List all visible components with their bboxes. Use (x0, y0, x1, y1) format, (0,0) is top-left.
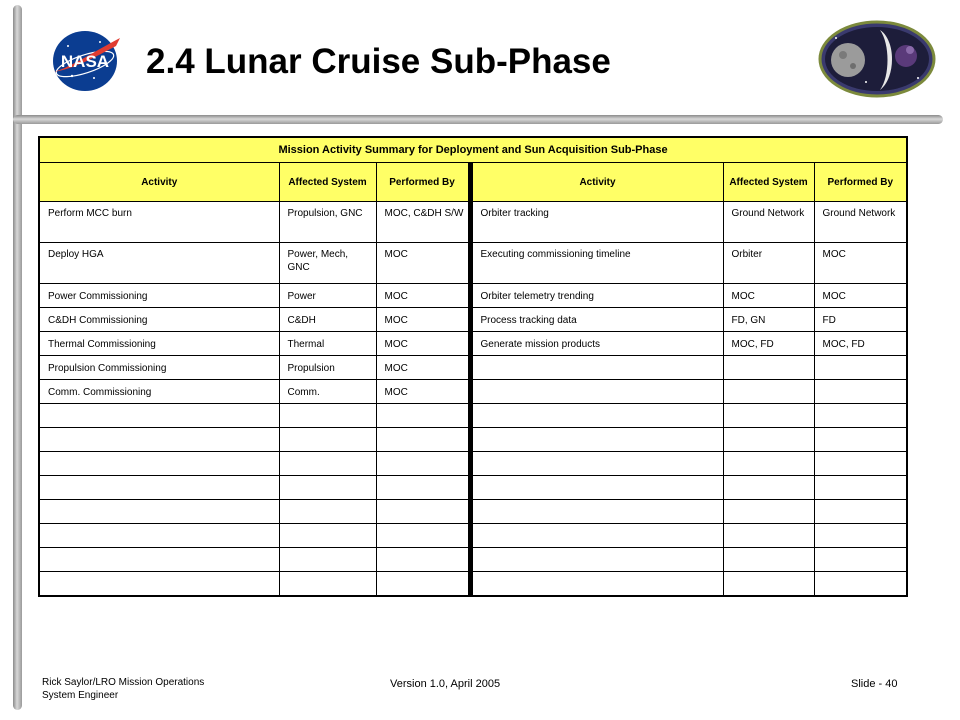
table-cell (814, 572, 907, 597)
table-cell-text (280, 548, 376, 558)
table-cell (279, 356, 376, 380)
table-row (39, 380, 907, 404)
table-cell-text (815, 500, 907, 510)
table-cell (470, 476, 723, 500)
table-cell (470, 308, 723, 332)
table-cell-text: Orbiter (731, 249, 763, 260)
table-cell-text: Ground Network (731, 208, 805, 219)
table-cell-text: Power (287, 291, 316, 302)
table-cell-text: MOC (822, 291, 846, 302)
table-cell (470, 500, 723, 524)
table-cell (470, 380, 723, 404)
table-cell-text (280, 476, 376, 486)
table-cell-text: Thermal (287, 339, 325, 350)
table-cell (814, 380, 907, 404)
table-cell (723, 500, 814, 524)
table-cell-text (473, 524, 723, 534)
table-cell (376, 202, 470, 243)
table-cell-text (40, 476, 279, 486)
slide-frame-top-bar (13, 115, 943, 124)
table-cell-text (377, 548, 468, 558)
table-cell-text (724, 572, 814, 582)
table-cell (376, 308, 470, 332)
table-cell (723, 524, 814, 548)
table-cell (376, 524, 470, 548)
table-cell-text: MOC (384, 249, 408, 260)
table-row (39, 243, 907, 284)
table-cell-text (724, 428, 814, 438)
table-row (39, 284, 907, 308)
table-cell-text (815, 548, 907, 558)
table-cell (376, 500, 470, 524)
table-cell (39, 500, 279, 524)
table-cell-text (377, 500, 468, 510)
table-cell-text (280, 428, 376, 438)
table-cell (39, 548, 279, 572)
table-row (39, 500, 907, 524)
table-row (39, 404, 907, 428)
table-cell (39, 202, 279, 243)
table-cell-text (815, 380, 907, 390)
table-row (39, 476, 907, 500)
table-cell-text: MOC (731, 291, 755, 302)
table-cell-text: Power, Mech, GNC (287, 249, 349, 273)
table-cell-text: MOC (384, 291, 408, 302)
table-cell-text: Power Commissioning (48, 291, 148, 302)
table-cell (279, 404, 376, 428)
table-cell-text (377, 452, 468, 462)
table-cell (470, 356, 723, 380)
nasa-logo (48, 28, 122, 94)
table-row (39, 548, 907, 572)
table-cell-text (473, 452, 723, 462)
table-cell-text (724, 476, 814, 486)
table-cell-text: C&DH Commissioning (48, 315, 148, 326)
table-row (39, 428, 907, 452)
table-row (39, 308, 907, 332)
table-cell-text: MOC, C&DH S/W (384, 208, 464, 219)
table-cell (39, 308, 279, 332)
column-header: Activity (39, 163, 279, 202)
table-cell-text (473, 380, 723, 390)
table-cell (723, 332, 814, 356)
table-cell (376, 548, 470, 572)
table-cell-text (377, 428, 468, 438)
table-cell (279, 380, 376, 404)
svg-text:NASA: NASA (60, 52, 110, 71)
table-cell-text (815, 476, 907, 486)
table-cell-text (473, 404, 723, 414)
table-cell (39, 380, 279, 404)
table-cell-text: FD (822, 315, 836, 326)
table-cell-text (280, 452, 376, 462)
table-cell (723, 404, 814, 428)
slide-title: 2.4 Lunar Cruise Sub-Phase (146, 42, 611, 81)
table-row (39, 524, 907, 548)
table-cell (814, 524, 907, 548)
table-cell (814, 476, 907, 500)
table-cell (376, 356, 470, 380)
table-cell (470, 202, 723, 243)
column-header: Affected System (723, 163, 814, 202)
table-cell-text: Comm. Commissioning (48, 387, 152, 398)
table-cell (814, 308, 907, 332)
table-cell-text: Orbiter telemetry trending (480, 291, 594, 302)
table-cell-text (473, 476, 723, 486)
table-cell (39, 524, 279, 548)
mission-activity-table (38, 136, 908, 597)
table-cell-text (724, 500, 814, 510)
table-cell (470, 428, 723, 452)
table-cell (279, 524, 376, 548)
table-cell-text: MOC (384, 363, 408, 374)
table-cell (279, 332, 376, 356)
table-cell-text (724, 452, 814, 462)
table-cell (723, 308, 814, 332)
table-cell-text (40, 452, 279, 462)
table-cell (376, 243, 470, 284)
table-cell (470, 452, 723, 476)
table-cell-text: Orbiter tracking (480, 208, 549, 219)
footer-author (42, 676, 252, 702)
table-cell (279, 243, 376, 284)
table-cell (723, 428, 814, 452)
table-cell-text: Ground Network (822, 208, 896, 219)
column-header: Performed By (814, 163, 907, 202)
table-cell (376, 476, 470, 500)
table-cell-text: Perform MCC burn (48, 208, 132, 219)
table-cell (279, 500, 376, 524)
table-cell (723, 572, 814, 597)
table-header-row (39, 163, 907, 202)
table-row (39, 572, 907, 597)
table-cell-text: MOC (384, 315, 408, 326)
table-cell-text (280, 500, 376, 510)
table-cell-text (40, 500, 279, 510)
table-cell (39, 332, 279, 356)
table-cell-text: Thermal Commissioning (48, 339, 156, 350)
table-cell (470, 548, 723, 572)
table-cell (470, 404, 723, 428)
table-cell (723, 380, 814, 404)
table-cell-text: Process tracking data (480, 315, 577, 326)
table-cell (279, 572, 376, 597)
table-cell (470, 243, 723, 284)
table-cell (470, 572, 723, 597)
table-cell-text (473, 548, 723, 558)
table-cell (814, 500, 907, 524)
table-cell (376, 404, 470, 428)
footer-slide-number: Slide - 40 (851, 678, 898, 690)
slide-frame-left-bar (13, 5, 22, 710)
table-cell (39, 356, 279, 380)
table-cell-text (280, 524, 376, 534)
table-cell-text (815, 428, 907, 438)
table-cell-text: Propulsion, GNC (287, 208, 363, 219)
table-row (39, 356, 907, 380)
table-cell (376, 572, 470, 597)
table-cell-text (377, 524, 468, 534)
table-cell-text: Propulsion (287, 363, 335, 374)
table-cell-text (40, 404, 279, 414)
table-cell (39, 572, 279, 597)
table-cell-text (724, 524, 814, 534)
table-cell-text (280, 572, 376, 582)
table-cell (723, 356, 814, 380)
table-cell-text: FD, GN (731, 315, 766, 326)
table-cell-text (724, 404, 814, 414)
lro-mission-patch-logo (818, 20, 936, 98)
table-cell-text (724, 356, 814, 366)
table-cell-text: MOC (822, 249, 846, 260)
table-cell-text (473, 356, 723, 366)
table-cell (723, 243, 814, 284)
table-cell-text (473, 500, 723, 510)
table-cell-text (377, 572, 468, 582)
table-cell (279, 452, 376, 476)
table-cell (279, 428, 376, 452)
table-cell-text (40, 548, 279, 558)
table-cell (279, 548, 376, 572)
table-cell-text: Comm. (287, 387, 320, 398)
table-cell-text (815, 572, 907, 582)
table-cell (814, 452, 907, 476)
table-cell (723, 202, 814, 243)
table-cell (814, 548, 907, 572)
table-cell (814, 404, 907, 428)
table-cell (814, 356, 907, 380)
table-cell (376, 284, 470, 308)
table-cell (814, 332, 907, 356)
table-cell-text: Executing commissioning timeline (480, 249, 631, 260)
footer-version: Version 1.0, April 2005 (390, 678, 501, 690)
table-cell-text (473, 572, 723, 582)
table-cell-text (815, 524, 907, 534)
table-cell-text: Deploy HGA (48, 249, 104, 260)
table-cell-text (280, 404, 376, 414)
table-cell-text (377, 404, 468, 414)
table-cell (39, 428, 279, 452)
table-cell (39, 476, 279, 500)
table-cell-text (377, 476, 468, 486)
column-header: Affected System (279, 163, 376, 202)
table-row (39, 452, 907, 476)
table-cell-text (815, 404, 907, 414)
table-cell-text (40, 524, 279, 534)
table-cell (470, 524, 723, 548)
table-cell (814, 202, 907, 243)
table-cell (39, 452, 279, 476)
table-cell-text (815, 452, 907, 462)
table-cell (39, 404, 279, 428)
table-cell (376, 380, 470, 404)
table-cell-text: C&DH (287, 315, 316, 326)
table-cell (470, 332, 723, 356)
table-cell (39, 243, 279, 284)
table-cell (723, 548, 814, 572)
table-cell-text: MOC, FD (822, 339, 865, 350)
table-cell (723, 284, 814, 308)
table-cell (39, 284, 279, 308)
table-cell (723, 476, 814, 500)
table-cell (376, 428, 470, 452)
table-cell (279, 308, 376, 332)
table-cell (279, 284, 376, 308)
column-header: Performed By (376, 163, 470, 202)
table-cell-text (815, 356, 907, 366)
table-cell (279, 476, 376, 500)
table-cell (814, 428, 907, 452)
table-cell-text: MOC (384, 339, 408, 350)
table-caption: Mission Activity Summary for Deployment and Sun Acquisition Sub-Phase (39, 137, 907, 163)
table-cell (814, 243, 907, 284)
table-cell (376, 332, 470, 356)
table-row (39, 332, 907, 356)
table-cell-text (724, 380, 814, 390)
table-cell-text (40, 572, 279, 582)
table-cell-text: MOC, FD (731, 339, 774, 350)
table-cell-text (40, 428, 279, 438)
table-cell-text (473, 428, 723, 438)
footer-author-line: Rick Saylor/LRO Mission Operations (42, 677, 205, 688)
table-cell-text (724, 548, 814, 558)
table-row (39, 202, 907, 243)
column-header: Activity (470, 163, 723, 202)
footer-author-line: System Engineer (42, 690, 119, 701)
table-cell-text: Propulsion Commissioning (48, 363, 167, 374)
table-cell (279, 202, 376, 243)
table-cell-text: Generate mission products (480, 339, 601, 350)
table-cell (470, 284, 723, 308)
table-cell (723, 452, 814, 476)
table-cell (376, 452, 470, 476)
table-cell (814, 284, 907, 308)
table-cell-text: MOC (384, 387, 408, 398)
